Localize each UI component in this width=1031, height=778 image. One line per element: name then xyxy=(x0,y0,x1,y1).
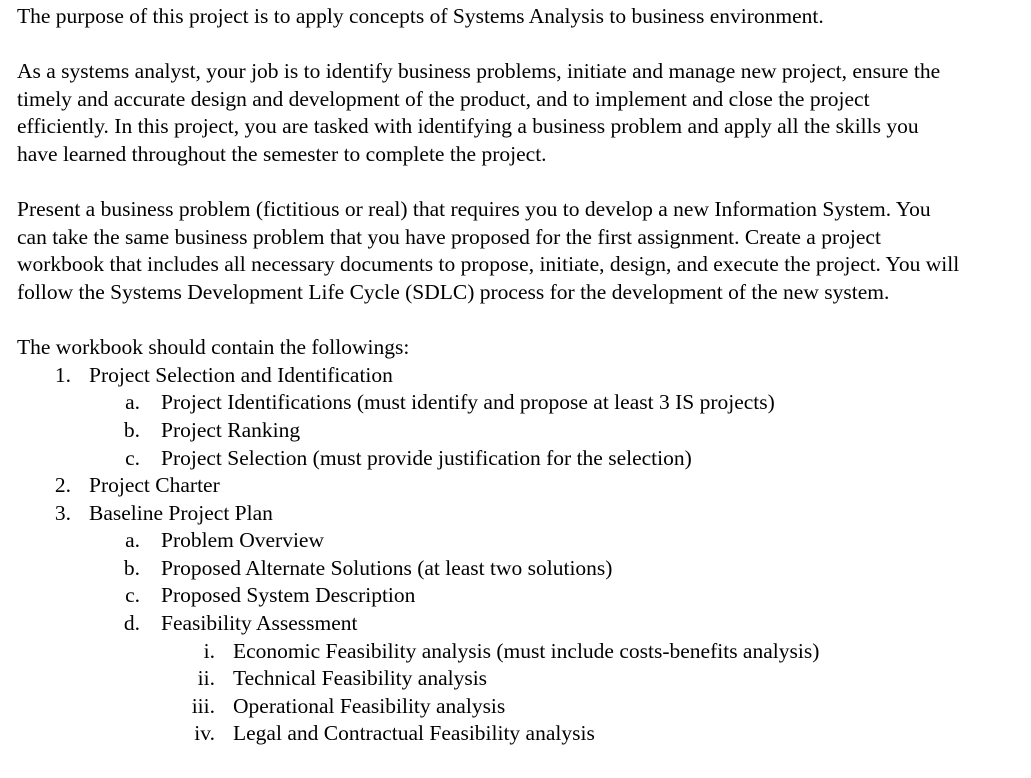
list-item-text: Technical Feasibility analysis xyxy=(233,666,488,691)
outline-item xyxy=(17,638,1022,666)
list-marker: ii. xyxy=(197,666,215,691)
outline-item xyxy=(17,362,1022,390)
list-item-text: Project Selection and Identification xyxy=(89,362,393,387)
outline-item xyxy=(17,582,1022,610)
list-marker: a. xyxy=(125,390,140,415)
list-marker: 3. xyxy=(54,500,71,525)
outline-item xyxy=(17,445,1022,473)
list-item-text: Operational Feasibility analysis xyxy=(233,693,506,718)
list-item-text: Project Identifications (must identify and propose at least 3 IS projects) xyxy=(161,390,775,415)
outline-item xyxy=(17,555,1022,583)
workbook-outline xyxy=(17,362,1022,748)
list-item-text: Proposed Alternate Solutions (at least two solutions) xyxy=(161,555,613,580)
list-marker: c. xyxy=(125,583,140,608)
list-marker: b. xyxy=(123,417,140,442)
outline-item xyxy=(17,500,1022,528)
list-item-text: Problem Overview xyxy=(161,528,325,553)
list-item-text: Proposed System Description xyxy=(161,583,416,608)
list-marker: iv. xyxy=(194,721,215,746)
list-item-text: Legal and Contractual Feasibility analysis xyxy=(233,721,595,746)
document-body xyxy=(17,3,1022,748)
list-marker: b. xyxy=(123,555,140,580)
list-marker: d. xyxy=(123,611,140,636)
paragraph-spacer xyxy=(17,307,1022,335)
analyst-role-paragraph: As a systems analyst, your job is to identify business problems, initiate and manage new project, ensure the timely and accurate design and development of the product, and to implement and close the project efficiently. In this project, you are tasked with identifying a business problem and apply all the skills you have learned throughout the semester to complete the project. xyxy=(17,59,941,166)
workbook-intro: The workbook should contain the followings: xyxy=(17,335,410,360)
paragraph-spacer xyxy=(17,31,1022,59)
outline-item xyxy=(17,527,1022,555)
list-item-text: Economic Feasibility analysis (must include costs-benefits analysis) xyxy=(233,638,820,663)
list-marker: a. xyxy=(125,528,140,553)
list-marker: c. xyxy=(125,445,140,470)
outline-item xyxy=(17,693,1022,721)
outline-item xyxy=(17,720,1022,748)
outline-item xyxy=(17,472,1022,500)
list-item-text: Project Selection (must provide justification for the selection) xyxy=(161,445,692,470)
list-marker: 1. xyxy=(54,362,71,387)
list-marker: i. xyxy=(203,638,215,663)
purpose-paragraph: The purpose of this project is to apply concepts of Systems Analysis to business environment. xyxy=(17,4,824,28)
list-marker: 2. xyxy=(54,473,71,498)
outline-item xyxy=(17,389,1022,417)
outline-item xyxy=(17,610,1022,638)
outline-item xyxy=(17,665,1022,693)
outline-item xyxy=(17,417,1022,445)
list-item-text: Project Ranking xyxy=(161,417,301,442)
business-problem-paragraph: Present a business problem (fictitious or real) that requires you to develop a new Information System. You can take the same business problem that you have proposed for the first assignment. Create a project workbook that includes all necessary documents to propose, initiate, design, and execute the project. You will follow the Systems Development Life Cycle (SDLC) process for the development of the new system. xyxy=(17,197,960,304)
list-item-text: Project Charter xyxy=(89,473,220,498)
list-item-text: Feasibility Assessment xyxy=(161,611,358,636)
list-item-text: Baseline Project Plan xyxy=(89,500,273,525)
paragraph-spacer xyxy=(17,169,1022,197)
list-marker: iii. xyxy=(191,693,215,718)
